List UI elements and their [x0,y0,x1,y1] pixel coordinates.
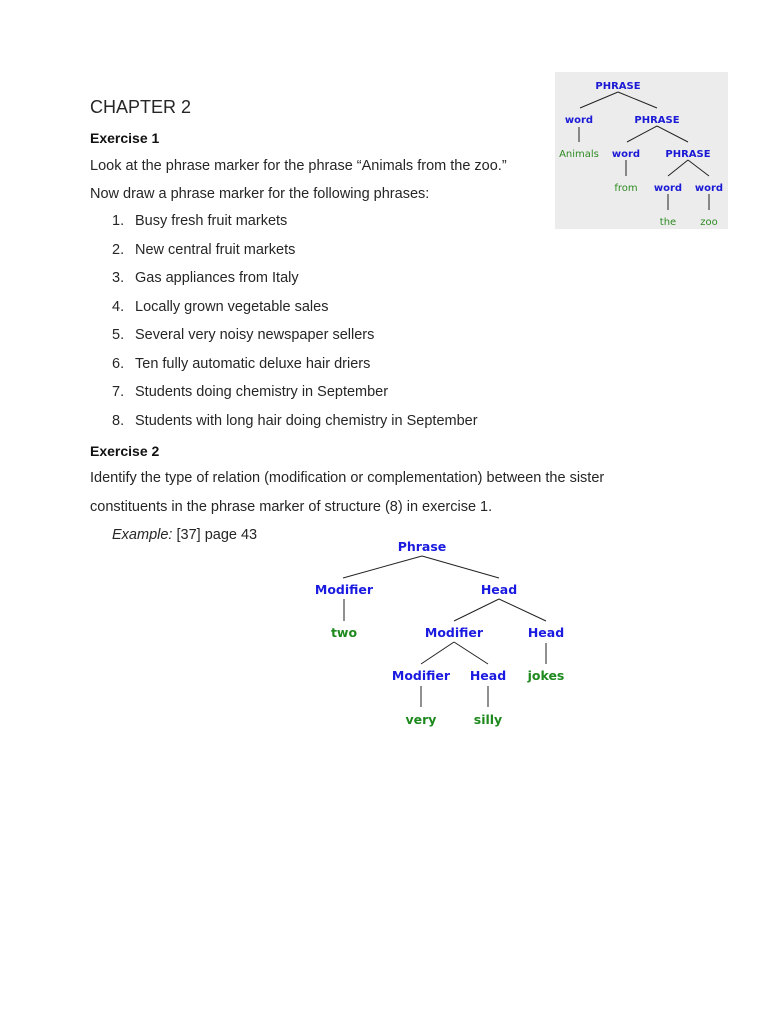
example-reference [112,527,257,543]
node-phrase: PHRASE [665,149,711,160]
tree-edge [454,642,488,664]
node-word: word [564,115,594,126]
chapter-title: CHAPTER 2 [90,97,192,117]
phrase-marker-svg [555,72,728,229]
list-item-number: 6. [112,355,125,372]
list-item [112,213,478,242]
list-item [112,413,478,442]
exercise-2-heading: Exercise 2 [90,443,160,459]
leaf-jokes: jokes [527,668,565,683]
exercise-2-text-line-1: Identify the type of relation (modification or complementation) between the sister [90,470,605,486]
list-item [112,327,478,356]
node-phrase-root: PHRASE [595,81,641,92]
tree-edge [343,556,422,578]
tree-edge [454,599,499,621]
list-item [112,299,478,328]
tree-edge [657,126,688,142]
node-word: word [611,149,641,160]
tree-edge [499,599,546,621]
example-tree-svg [300,533,590,733]
list-item-text: Busy fresh fruit markets [135,213,288,229]
node-head: Head [469,668,507,683]
list-item-text: Ten fully automatic deluxe hair driers [135,355,371,372]
exercise-1-intro-line-2: Now draw a phrase marker for the following phrases: [90,186,430,202]
node-word: word [653,183,683,194]
node-modifier: Modifier [424,625,484,640]
list-item [112,270,478,299]
list-item [112,356,478,385]
node-phrase: PHRASE [634,115,680,126]
leaf-two: two [330,625,358,640]
example-tree-figure [300,533,590,733]
tree-edge [668,160,688,176]
tree-edge [618,92,657,108]
list-item [112,242,478,271]
exercise-1-intro-line-1: Look at the phrase marker for the phrase “Animals from the zoo.” [90,158,507,174]
tree-edge [688,160,709,176]
node-modifier: Modifier [314,582,374,597]
list-item-number: 2. [112,241,125,258]
node-head: Head [527,625,565,640]
leaf-silly: silly [473,712,503,727]
example-page-ref: [37] page 43 [172,527,258,543]
list-item-number: 5. [112,327,125,343]
tree-edge [421,642,454,664]
node-modifier: Modifier [391,668,451,683]
list-item-number: 8. [112,412,125,429]
leaf-animals: Animals [559,149,599,160]
list-item-text: Locally grown vegetable sales [135,298,329,315]
list-item-number: 7. [112,384,125,400]
list-item-number: 3. [112,270,125,286]
exercise-1-heading: Exercise 1 [90,130,160,146]
list-item-text: Students with long hair doing chemistry in September [135,412,478,429]
node-phrase-root: Phrase [397,539,447,554]
exercise-1-phrase-list [112,213,478,441]
node-head: Head [480,582,518,597]
example-label: Example: [112,527,173,543]
list-item-text: New central fruit markets [135,241,296,258]
exercise-2-text-line-2: constituents in the phrase marker of structure (8) in exercise 1. [90,499,493,515]
leaf-from: from [614,183,638,194]
phrase-marker-figure [555,72,728,229]
list-item-number: 1. [112,213,125,229]
list-item-text: Gas appliances from Italy [135,270,299,286]
leaf-very: very [405,712,437,727]
tree-edge [422,556,499,578]
list-item [112,384,478,413]
list-item-number: 4. [112,298,125,315]
tree-edge [580,92,618,108]
leaf-the: the [659,217,677,228]
leaf-zoo: zoo [700,217,718,228]
tree-edge [627,126,657,142]
node-word: word [694,183,724,194]
list-item-text: Students doing chemistry in September [135,384,389,400]
list-item-text: Several very noisy newspaper sellers [135,327,375,343]
